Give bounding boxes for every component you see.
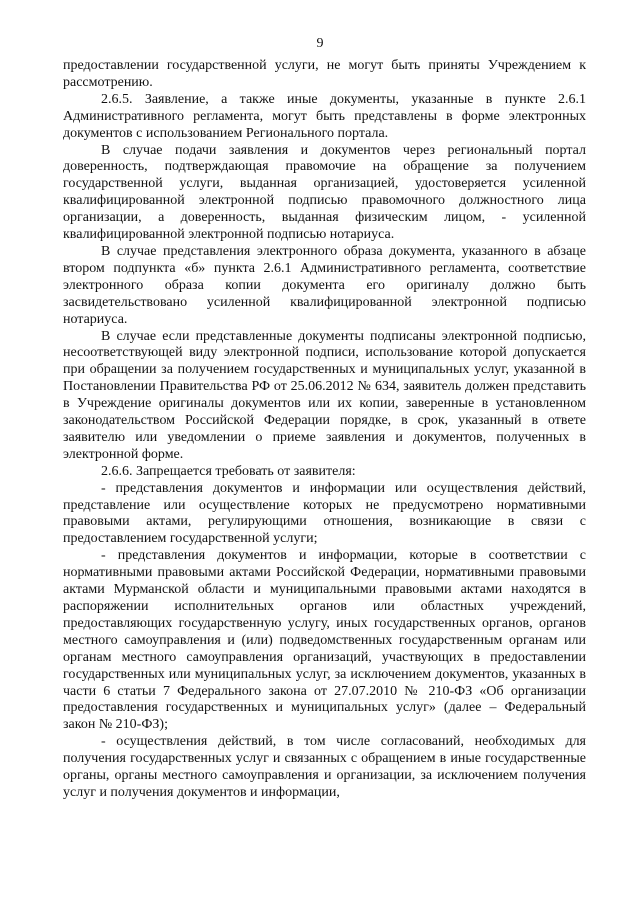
list-item-prohibition-3: - осуществления действий, в том числе согласований, необходимых для получения государственных услуг и связанных с обращением в иные государственные органы, органы местного самоуправления и организации, за исключением получения услуг и получения документов и информации, [63,734,586,800]
document-body [63,58,586,802]
paragraph-signature-mismatch: В случае если представленные документы подписаны электронной подписью, несоответствующей виду электронной подписи, использование которой допускается при обращении за получением государственных и муниципальных услуг, указанной в Постановлении Правительства РФ от 25.06.2012 № 634, заявитель должен представить в Учреждение оригиналы документов или их копии, заверенные в установленном законодательством Российской Федерации порядке, в срок, указанный в ответе заявителю или уведомлении о приеме заявления и документов, полученных в электронной форме. [63,328,586,462]
list-item-prohibition-2: - представления документов и информации, которые в соответствии с нормативными правовыми актами Российской Федерации, нормативными правовыми актами Мурманской области и муниципальными правовыми актами находятся в распоряжении исполнительных органов или областных учреждений, предоставляющих государственную услугу, иных государственных органов, органов местного самоуправления и (или) подведомственных государственным органам или органам местного самоуправления организаций, участвующих в предоставлении государственных или муниципальных услуг, за исключением документов, указанных в части 6 статьи 7 Федерального закона от 27.07.2010 № 210-ФЗ «Об организации предоставления государственных и муниципальных услуг» (далее – Федеральный закон № 210-ФЗ); [63,548,586,733]
paragraph-2-6-5: 2.6.5. Заявление, а также иные документы, указанные в пункте 2.6.1 Административного регламента, могут быть представлены в форме электронных документов с использованием Регионального портала. [63,91,586,141]
paragraph-continuation: предоставлении государственной услуги, не могут быть приняты Учреждением к рассмотрению. [63,58,586,90]
page-number: 9 [316,36,324,51]
paragraph-2-6-6: 2.6.6. Запрещается требовать от заявителя: [101,463,356,479]
paragraph-power-of-attorney: В случае подачи заявления и документов через региональный портал доверенность, подтверждающая правомочие на обращение за получением государственной услуги, выданная организацией, удостоверяется усиленной квалифицированной электронной подписью правомочного должностного лица организации, а доверенность, выданная физическим лицом, - усиленной квалифицированной электронной подписью нотариуса. [63,142,586,243]
paragraph-electronic-image: В случае представления электронного образа документа, указанного в абзаце втором подпункта «б» пункта 2.6.1 Административного регламента, соответствие электронного образа копии документа его оригиналу должно быть засвидетельствовано усиленной квалифицированной электронной подписью нотариуса. [63,243,586,327]
list-item-prohibition-1: - представления документов и информации или осуществления действий, представление или осуществление которых не предусмотрено нормативными правовыми актами, регулирующими отношения, возникающие в связи с предоставлением государственной услуги; [63,480,586,547]
